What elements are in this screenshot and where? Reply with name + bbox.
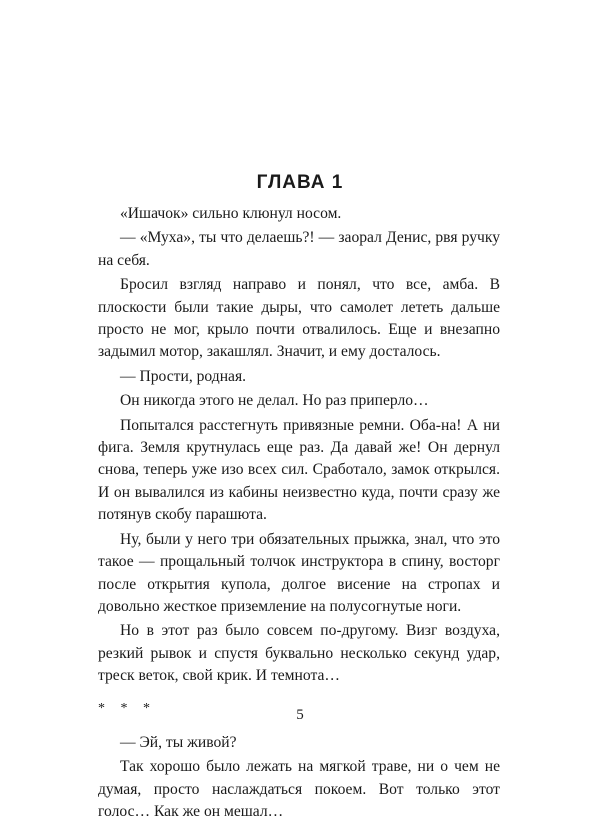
paragraph: Попытался расстегнуть привязные ремни. Оба-на! А ни фига. Земля крутнулась еще раз. Да давай же! Он дернул снова, теперь уже изо всех сил. Сработало, замок открылся. И он вывалился из кабины неизвестно куда, почти сразу же потянув скобу парашюта. <box>98 416 500 524</box>
paragraph: Но в этот раз было совсем по-другому. Визг воздуха, резкий рывок и спустя буквально несколько секунд удар, треск веток, свой крик. И темнота… <box>98 622 500 685</box>
paragraph: — Эй, ты живой? <box>120 733 237 751</box>
section-separator: * * * <box>98 700 156 716</box>
page-number: 5 <box>296 707 304 723</box>
paragraph: Ну, были у него три обязательных прыжка, знал, что это такое — прощальный толчок инструктора в спину, восторг после открытия купола, долгое висение на стропах и довольно жесткое приземление на полусогнутые ноги. <box>98 530 500 615</box>
chapter-title: ГЛАВА 1 <box>256 172 344 193</box>
chapter-text <box>98 203 500 826</box>
paragraph: Так хорошо было лежать на мягкой траве, ни о чем не думая, просто наслаждаться покоем. Вот только этот голос… Как же он мешал… <box>98 758 500 821</box>
paragraph: Бросил взгляд направо и понял, что все, амба. В плоскости были такие дыры, что самолет лететь дальше просто не мог, крыло почти отвалилось. Еще и внезапно задымил мотор, закашлял. Значит, и ему досталось. <box>98 276 500 361</box>
paragraph: Он никогда этого не делал. Но раз приперло… <box>120 392 429 410</box>
paragraph: — «Муха», ты что делаешь?! — заорал Денис, рвя ручку на себя. <box>98 229 500 269</box>
paragraph: «Ишачок» сильно клюнул носом. <box>120 205 342 222</box>
paragraph: — Прости, родная. <box>120 367 247 385</box>
